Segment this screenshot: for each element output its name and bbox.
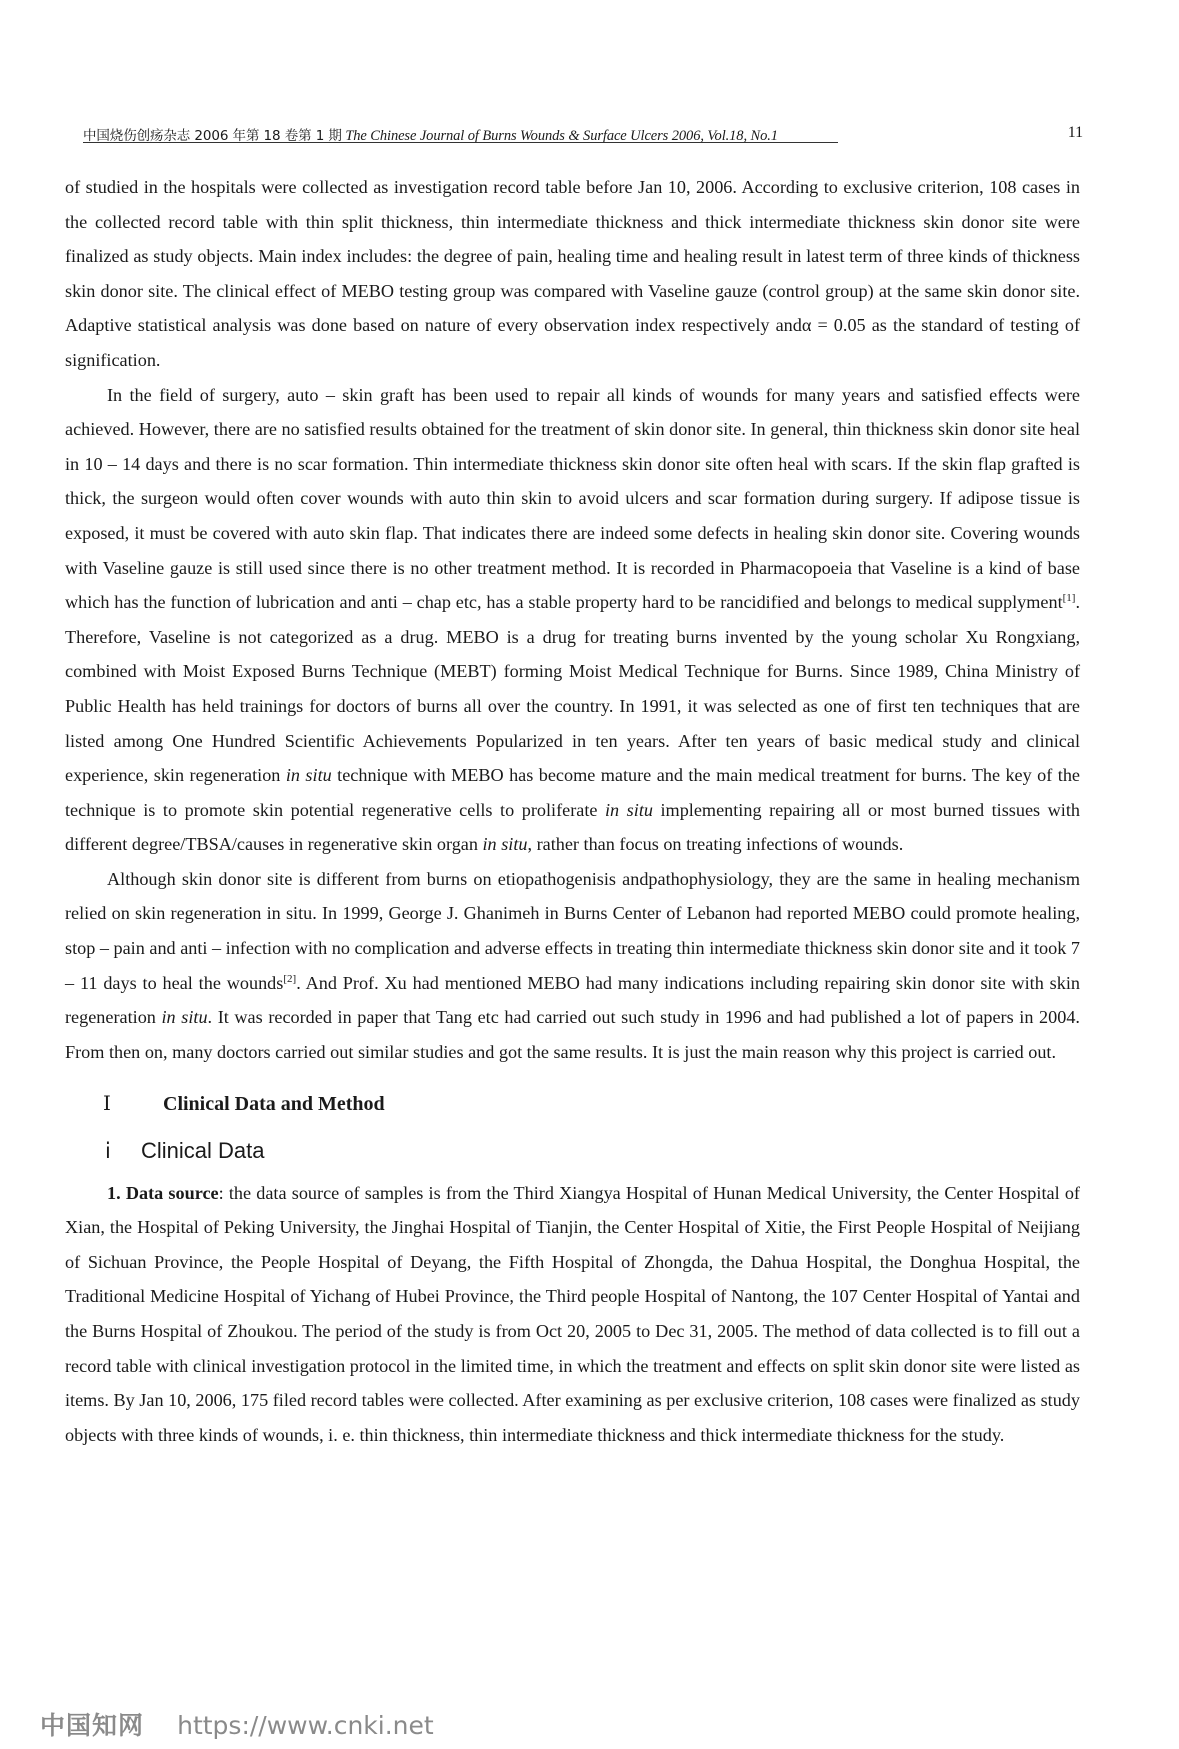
section-title: Clinical Data and Method xyxy=(163,1093,385,1116)
header-rule xyxy=(83,142,838,143)
italic-term: in situ xyxy=(482,834,528,855)
italic-term: in situ xyxy=(605,799,653,820)
run-in-heading: 1. Data source xyxy=(107,1182,219,1203)
paragraph-background xyxy=(65,378,1080,862)
subsection-title: Clinical Data xyxy=(141,1138,265,1164)
paragraph-data-source xyxy=(65,1176,1080,1453)
subsection-number: ⅰ xyxy=(105,1140,111,1164)
paragraph-text: : the data source of samples is from the Third Xiangya Hospital of Hunan Medical University, the Center Hospital of Xian, the Hospital of Peking University, the Jinghai Hospital of Tianjin, the Center Hospital of Xitie, the First People Hospital of Neijiang of Sichuan Province, the People Hospital of Deyang, the Fifth Hospital of Zhongda, the Dahua Hospital, the Donghua Hospital, the Traditional Medicine Hospital of Yichang of Hubei Province, the Third people Hospital of Nantong, the 107 Center Hospital of Yantai and the Burns Hospital of Zhoukou. The period of the study is from Oct 20, 2005 to Dec 31, 2005. The method of data collected is to fill out a record table with clinical investigation protocol in the limited time, in which the treatment and effects on split skin donor site were listed as items. By Jan 10, 2006, 175 filed record tables were collected. After examining as per exclusive criterion, 108 cases were finalized as study objects with three kinds of wounds, i. e. thin thickness, thin intermediate thickness and thick intermediate thickness for the study. xyxy=(65,1182,1080,1445)
paragraph-text: implementing repairing all or most burned tissues with different degree/TBSA/causes in regenerative skin organ xyxy=(65,799,1080,855)
journal-title-en: The Chinese Journal of Burns Wounds & Surface Ulcers 2006, Vol.18, No.1 xyxy=(345,128,778,144)
italic-term: in situ xyxy=(161,1007,208,1028)
paragraph-text: , rather than focus on treating infections of wounds. xyxy=(527,834,904,855)
page-number: 11 xyxy=(1067,124,1083,141)
section-number: Ⅰ xyxy=(103,1093,111,1116)
section-heading xyxy=(65,1087,1080,1122)
running-header xyxy=(83,120,1083,146)
journal-title-cn: 中国烧伤创疡杂志 2006 年第 18 卷第 1 期 xyxy=(83,128,342,144)
article-body xyxy=(65,170,1080,1452)
subsection-heading xyxy=(65,1134,1080,1170)
cnki-url: https://www.cnki.net xyxy=(177,1711,434,1740)
paragraph-text: . And Prof. Xu had mentioned MEBO had many indications including repairing skin donor site with skin regeneration xyxy=(65,972,1080,1028)
citation-ref: [1] xyxy=(1062,592,1076,605)
paragraph-motivation xyxy=(65,862,1080,1070)
cnki-watermark xyxy=(40,1706,434,1742)
paragraph-text: . It was recorded in paper that Tang etc had carried out such study in 1996 and had published a lot of papers in 2004. From then on, many doctors carried out similar studies and got the same results. It is just the main reason why this project is carried out. xyxy=(65,1007,1080,1062)
cnki-logo-text: 中国知网 xyxy=(40,1711,145,1740)
italic-term: in situ xyxy=(285,765,332,786)
paragraph-text: technique with MEBO has become mature and the main medical treatment for burns. The key of the technique is to promote skin potential regenerative cells to proliferate xyxy=(65,765,1080,820)
paragraph-text: Although skin donor site is different from burns on etiopathogenisis andpathophysiology, they are the same in healing mechanism relied on skin regeneration in situ. In 1999, George J. Ghanimeh in Burns Center of Lebanon had reported MEBO could promote healing, stop – pain and anti – infection with no complication and adverse effects in treating thin intermediate thickness skin donor site and it took 7 – 11 days to heal the wounds xyxy=(65,868,1080,993)
paragraph-continued: of studied in the hospitals were collected as investigation record table before Jan 10, 2006. According to exclusive criterion, 108 cases in the collected record table with thin split thickness, thin intermediate thickness and thick intermediate thickness skin donor site were finalized as study objects. Main index includes: the degree of pain, healing time and healing result in latest term of three kinds of thickness skin donor site. The clinical effect of MEBO testing group was compared with Vaseline gauze (control group) at the same skin donor site. Adaptive statistical analysis was done based on nature of every observation index respectively andα = 0.05 as the standard of testing of signification. xyxy=(65,177,1080,370)
paragraph-text: . Therefore, Vaseline is not categorized as a drug. MEBO is a drug for treating burns invented by the young scholar Xu Rongxiang, combined with Moist Exposed Burns Technique (MEBT) forming Moist Medical Technique for Burns. Since 1989, China Ministry of Public Health has held trainings for doctors of burns all over the country. In 1991, it was selected as one of first ten techniques that are listed among One Hundred Scientific Achievements Popularized in ten years. After ten years of basic medical study and clinical experience, skin regeneration xyxy=(65,592,1080,786)
paragraph-text: In the field of surgery, auto – skin graft has been used to repair all kinds of wounds for many years and satisfied effects were achieved. However, there are no satisfied results obtained for the treatment of skin donor site. In general, thin thickness skin donor site heal in 10 – 14 days and there is no scar formation. Thin intermediate thickness skin donor site often heal with scars. If the skin flap grafted is thick, the surgeon would often cover wounds with auto thin skin to avoid ulcers and scar formation during surgery. If adipose tissue is exposed, it must be covered with auto skin flap. That indicates there are indeed some defects in healing skin donor site. Covering wounds with Vaseline gauze is still used since there is no other treatment method. It is recorded in Pharmacopoeia that Vaseline is a kind of base which has the function of lubrication and anti – chap etc, has a stable property hard to be rancidified and belongs to medical supplyment xyxy=(65,384,1080,613)
citation-ref: [2] xyxy=(283,972,297,985)
